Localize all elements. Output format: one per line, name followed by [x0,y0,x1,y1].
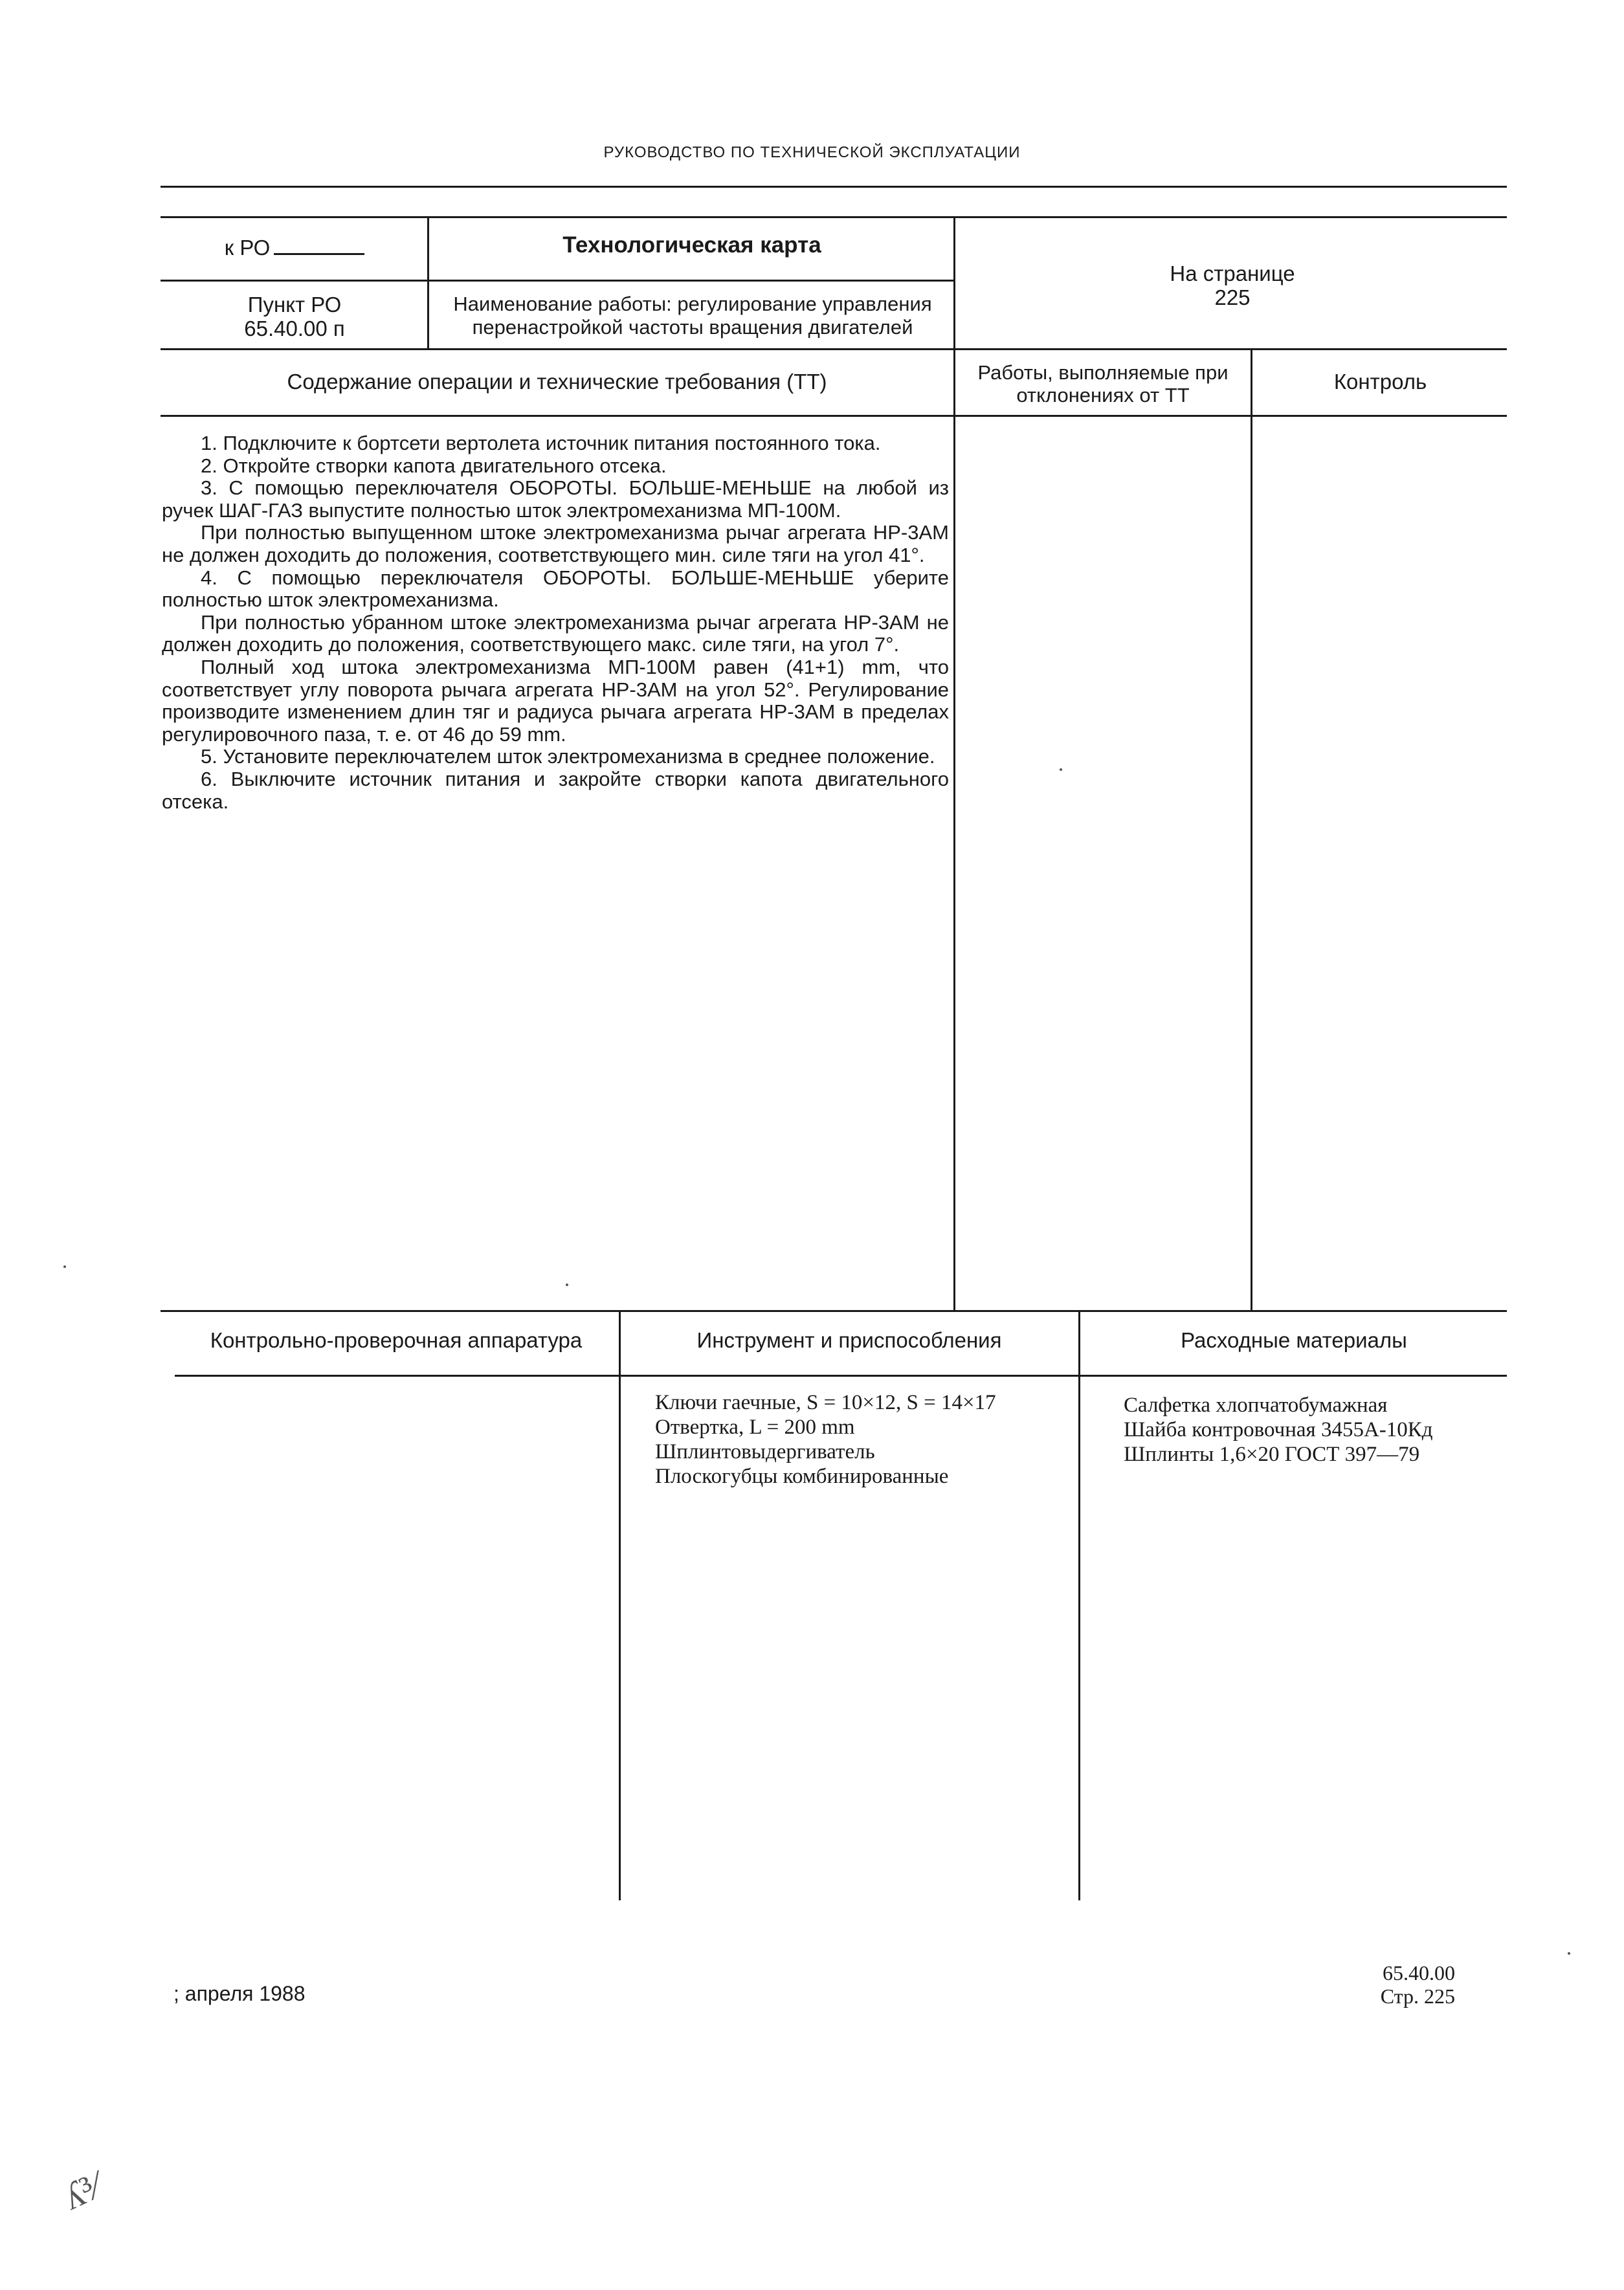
step-2: 2. Откройте створки капота двигательного отсека. [201,454,667,477]
card-divider-1 [427,216,429,350]
manual-title: РУКОВОДСТВО ПО ТЕХНИЧЕСКОЙ ЭКСПЛУАТАЦИИ [603,144,1021,161]
tools-header: Инструмент и приспособления [696,1328,1002,1352]
ref-label: к РО [224,236,271,260]
bottom-divider-1 [619,1310,621,1900]
bottom-table-header-border [175,1375,1507,1377]
tools-list [655,1390,1073,1489]
work-name: Наименование работы: регулирование управления перенастройкой частоты вращения двигателей [453,293,932,339]
item-cell [168,293,421,340]
ref-blank-line [274,253,364,255]
stroke-requirement: Полный ход штока электромеханизма МП-100М равен (41+1) mm, что соответствует углу поворота рычага агрегата НР-3АМ на угол 52°. Регулирование производите изменением длин тяг и радиуса рычага агрегата НР-3АМ в пределах регулировочного паза, т. е. от 46 до 59 mm. [162,655,949,746]
footer-date: ; апреля 1988 [173,1982,306,2005]
on-page-number: 225 [1214,285,1251,309]
consumables-header: Расходные материалы [1181,1328,1407,1352]
deviations-column-header: Работы, выполняемые при отклонениях от ТТ [977,361,1229,406]
bottom-table-top-border [161,1310,1507,1312]
card-top-border [161,216,1507,218]
tool-item: Плоскогубцы комбинированные [655,1465,949,1488]
step-3-requirement: При полностью выпущенном штоке электромеханизма рычаг агрегата НР-3АМ не должен доходить до положения, соответствующего мин. силе тяги на угол 41°. [162,521,949,566]
top-rule [161,186,1507,188]
step-4: 4. С помощью переключателя ОБОРОТЫ. БОЛЬШЕ-МЕНЬШЕ уберите полностью шток электромеханизма. [162,566,949,612]
columns-bottom-border [161,415,1507,417]
card-header-split [161,280,955,282]
handwritten-mark: ʎ³⁄ [56,2164,107,2218]
scan-speck [1060,768,1062,771]
tool-item: Отвертка, L = 200 mm [655,1416,855,1439]
step-1: 1. Подключите к бортсети вертолета источник питания постоянного тока. [201,432,881,454]
procedure-steps [162,432,949,813]
scan-speck [1568,1952,1570,1955]
bottom-divider-2 [1078,1310,1080,1900]
footer-page: Стр. 225 [1380,1984,1455,2008]
tool-item: Ключи гаечные, S = 10×12, S = 14×17 [655,1391,996,1414]
content-column-header: Содержание операции и технические требования (ТТ) [287,370,827,394]
on-page-cell [958,261,1507,309]
columns-top-border [161,348,1507,350]
scan-speck [63,1265,66,1268]
control-column-header: Контроль [1333,370,1427,394]
step-4-requirement: При полностью убранном штоке электромеханизма рычаг агрегата НР-3АМ не должен доходить до положения, соответствующего макс. силе тяги, на угол 7°. [162,610,949,656]
ref-cell [168,236,421,260]
step-6: 6. Выключите источник питания и закройте створки капота двигательного отсека. [162,767,949,813]
step-3: 3. С помощью переключателя ОБОРОТЫ. БОЛЬШЕ-МЕНЬШЕ на любой из ручек ШАГ-ГАЗ выпустите полностью шток электромеханизма МП-100М. [162,476,949,522]
tool-item: Шплинтовыдергиватель [655,1440,875,1463]
on-page-label: На странице [1170,261,1295,285]
card-divider-2 [953,216,955,1310]
consumable-item: Шайба контровочная 3455А-10Кд [1124,1418,1433,1441]
item-value: 65.40.00 п [244,317,345,340]
item-label: Пункт РО [247,293,342,317]
consumables-list [1124,1393,1506,1467]
card-title: Технологическая карта [562,232,821,258]
consumable-item: Салфетка хлопчатобумажная [1124,1394,1388,1417]
footer-doc-code: 65.40.00 [1383,1961,1455,1984]
card-divider-3 [1251,348,1252,1310]
test-equipment-header: Контрольно-проверочная аппаратура [210,1328,583,1352]
consumable-item: Шплинты 1,6×20 ГОСТ 397—79 [1124,1443,1420,1466]
step-5: 5. Установите переключателем шток электромеханизма в среднее положение. [201,745,935,768]
scan-speck [566,1284,568,1286]
